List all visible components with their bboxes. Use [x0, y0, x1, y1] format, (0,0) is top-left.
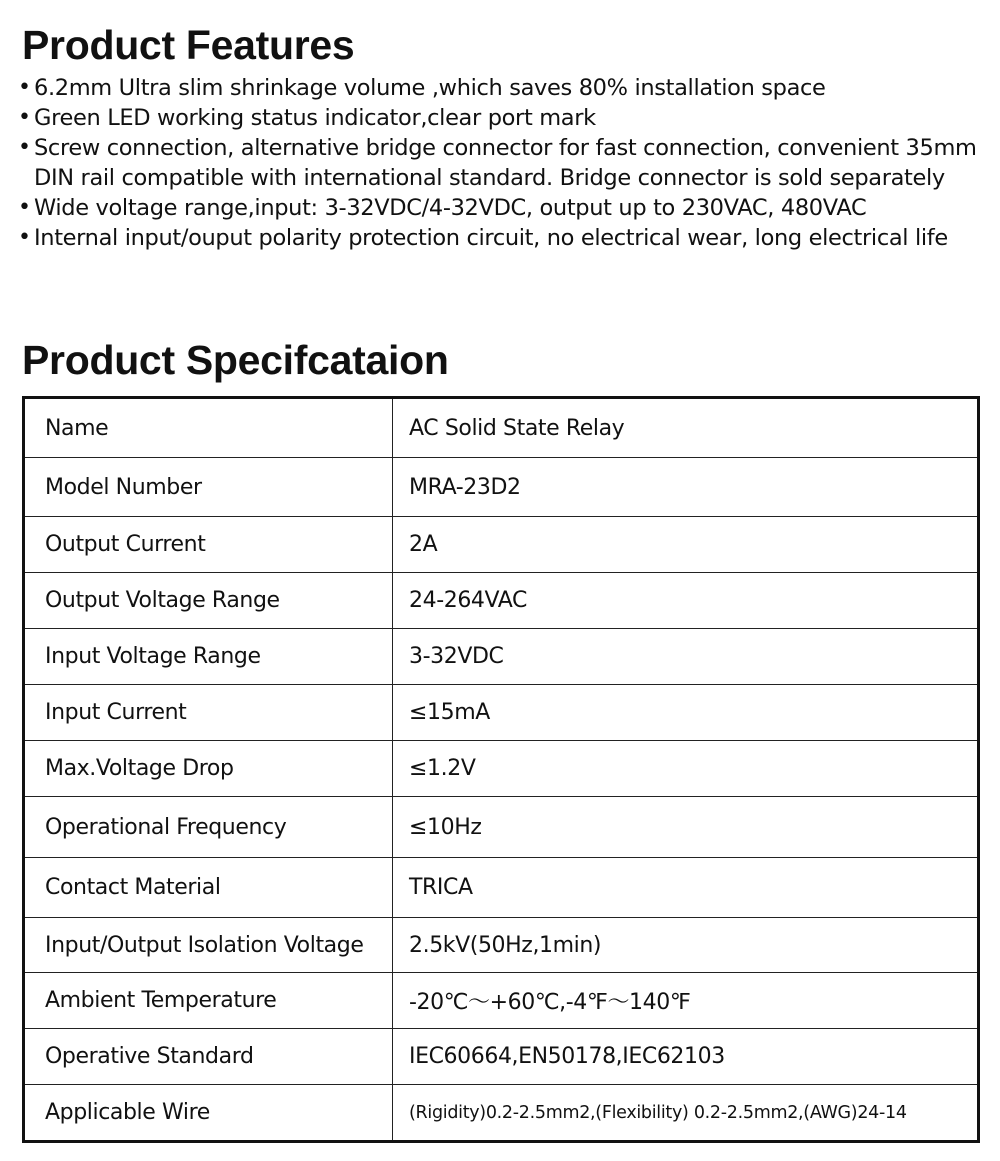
spec-row-output-voltage-range: [24, 573, 979, 629]
spec-label: Ambient Temperature: [24, 973, 393, 1029]
bullet-icon: •: [18, 135, 31, 160]
spec-label: Applicable Wire: [24, 1085, 393, 1142]
specification-table: [22, 396, 980, 1143]
spec-value: (Rigidity)0.2-2.5mm2,(Flexibility) 0.2-2.5mm2,(AWG)24-14: [393, 1085, 979, 1142]
feature-text: Screw connection, alternative bridge connector for fast connection, convenient 35mm DIN rail compatible with international standard. Bridge connector is sold separately: [34, 135, 977, 191]
spec-label: Name: [24, 398, 393, 458]
bullet-icon: •: [18, 75, 31, 100]
spec-value: 2.5kV(50Hz,1min): [393, 918, 979, 973]
feature-item: [18, 133, 983, 193]
spec-value: ≤15mA: [393, 685, 979, 741]
feature-item: [18, 73, 983, 103]
spec-label: Operative Standard: [24, 1029, 393, 1085]
spec-row-output-current: [24, 517, 979, 573]
feature-item: [18, 223, 983, 253]
spec-row-input-current: [24, 685, 979, 741]
spec-row-isolation-voltage: [24, 918, 979, 973]
spec-row-operational-frequency: [24, 797, 979, 858]
spec-row-operative-standard: [24, 1029, 979, 1085]
spec-row-applicable-wire: [24, 1085, 979, 1142]
spec-row-ambient-temperature: [24, 973, 979, 1029]
bullet-icon: •: [18, 225, 31, 250]
bullet-icon: •: [18, 195, 31, 220]
spec-row-model-number: [24, 458, 979, 517]
product-features-title: Product Features: [22, 22, 355, 68]
spec-value: ≤1.2V: [393, 741, 979, 797]
spec-row-input-voltage-range: [24, 629, 979, 685]
spec-value: 2A: [393, 517, 979, 573]
features-list: [18, 73, 983, 253]
spec-row-max-voltage-drop: [24, 741, 979, 797]
spec-label: Max.Voltage Drop: [24, 741, 393, 797]
feature-text: Internal input/ouput polarity protection circuit, no electrical wear, long electrical life: [34, 225, 948, 251]
spec-label: Output Current: [24, 517, 393, 573]
spec-label: Operational Frequency: [24, 797, 393, 858]
spec-label: Input Current: [24, 685, 393, 741]
feature-text: Wide voltage range,input: 3-32VDC/4-32VDC, output up to 230VAC, 480VAC: [34, 195, 867, 221]
spec-label: Input/Output Isolation Voltage: [24, 918, 393, 973]
spec-value: IEC60664,EN50178,IEC62103: [393, 1029, 979, 1085]
spec-value: ≤10Hz: [393, 797, 979, 858]
feature-item: [18, 193, 983, 223]
spec-value: -20℃～+60℃,-4℉～140℉: [393, 973, 979, 1029]
spec-value: MRA-23D2: [393, 458, 979, 517]
spec-value: 3-32VDC: [393, 629, 979, 685]
spec-label: Contact Material: [24, 858, 393, 918]
feature-text: 6.2mm Ultra slim shrinkage volume ,which saves 80% installation space: [34, 75, 826, 101]
spec-label: Output Voltage Range: [24, 573, 393, 629]
spec-value: AC Solid State Relay: [393, 398, 979, 458]
spec-label: Input Voltage Range: [24, 629, 393, 685]
spec-row-contact-material: [24, 858, 979, 918]
bullet-icon: •: [18, 105, 31, 130]
product-specification-title: Product Specifcataion: [22, 337, 449, 383]
feature-item: [18, 103, 983, 133]
spec-value: TRICA: [393, 858, 979, 918]
spec-value: 24-264VAC: [393, 573, 979, 629]
spec-row-name: [24, 398, 979, 458]
spec-label: Model Number: [24, 458, 393, 517]
feature-text: Green LED working status indicator,clear port mark: [34, 105, 596, 131]
